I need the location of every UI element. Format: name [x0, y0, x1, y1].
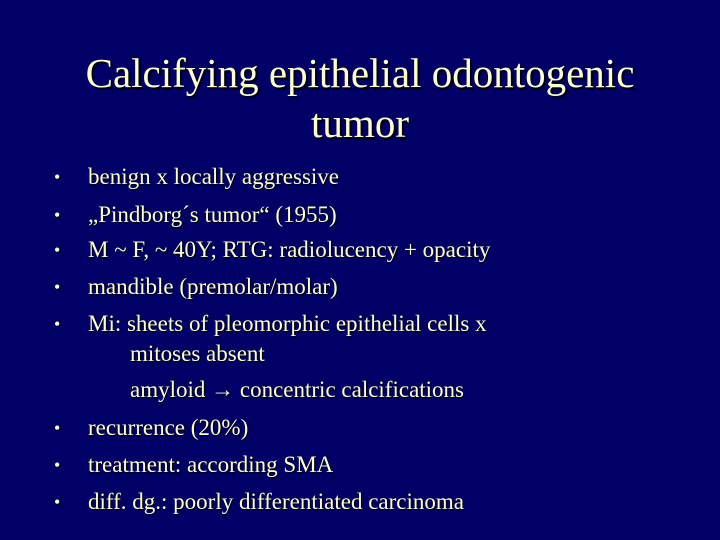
list-item-text: recurrence (20%)	[88, 415, 249, 440]
bullet-icon: •	[54, 492, 61, 512]
bullet-icon: •	[54, 418, 61, 438]
bullet-icon: •	[54, 277, 61, 297]
bullet-icon: •	[54, 455, 61, 475]
list-item-text: Mi: sheets of pleomorphic epithelial cells x	[88, 311, 487, 336]
bullet-icon: •	[54, 205, 61, 225]
bullet-icon: •	[54, 167, 61, 187]
list-item-text: diff. dg.: poorly differentiated carcinoma	[88, 489, 464, 514]
list-item-text: mandible (premolar/molar)	[88, 274, 338, 299]
bullet-icon: •	[54, 314, 61, 334]
continuation-text: mitoses absent	[130, 341, 265, 366]
bullet-icon: •	[54, 240, 61, 260]
slide-title-line-2: tumor	[311, 100, 409, 146]
list-item-text: benign x locally aggressive	[88, 164, 340, 189]
list-item-text: treatment: according SMA	[88, 452, 334, 477]
slide-title-line-1: Calcifying epithelial odontogenic	[85, 50, 635, 96]
list-item-text: „Pindborg´s tumor“ (1955)	[88, 202, 337, 227]
list-item-text: M ~ F, ~ 40Y; RTG: radiolucency + opacity	[88, 237, 491, 262]
continuation-text: amyloid → concentric calcifications	[130, 377, 465, 402]
